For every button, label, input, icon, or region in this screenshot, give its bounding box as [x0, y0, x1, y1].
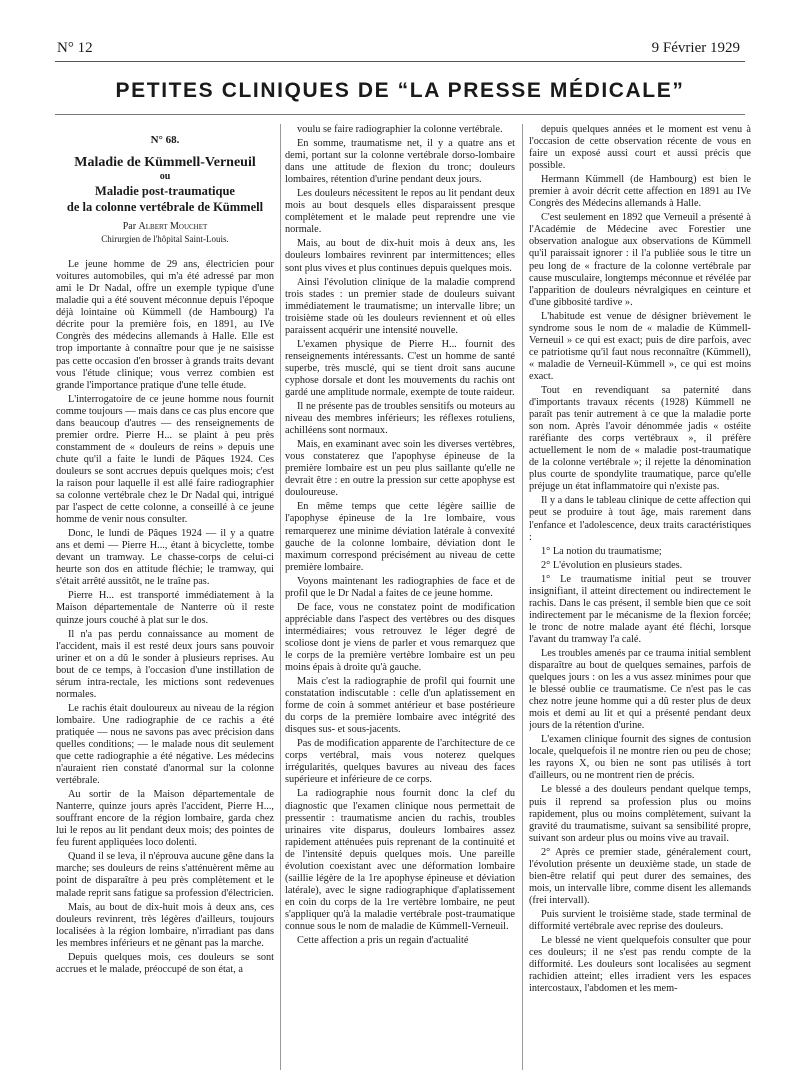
article-subtitle: Maladie post-traumatique	[95, 184, 235, 199]
column-divider	[280, 124, 281, 1070]
column-1-text	[56, 259, 274, 976]
article-number: N° 68.	[150, 134, 180, 146]
paragraph: Voyons maintenant les radiographies de face et de profil que le Dr Nadal a faites de ce jeune homme.	[285, 575, 515, 599]
column-2-text	[285, 124, 515, 947]
paragraph: L'examen physique de Pierre H... fournit des renseignements intéressants. C'est un homme de santé superbe, très musclé, qui se tient droit sans aucune cyphose dorsale et dont les mouvements du rachis ont gardé une amplitude normale, exempte de toute raideur.	[285, 338, 515, 398]
paragraph: La radiographie nous fournit donc la clef du diagnostic que l'examen clinique nous permettait de pressentir : traumatisme ancien du rachis, troubles urinaires vite disparus, douleurs lombaires assez rapidement atténuées puis reprenant de la continuité et de l'intensité depuis quelques mois. Une pareille évolution coexistant avec une déformation lombaire (saillie légère de la 1re apophyse épineuse et déviation latérale), avec le signe radiographique d'aplatissement en coin du corps de la 1re vertèbre lombaire, ne peut s'appliquer qu'à la maladie vertébrale post-traumatique connue sous le nom de maladie de Kümmell-Verneuil.	[285, 788, 515, 932]
paragraph: L'habitude est venue de désigner brièvement le syndrome sous le nom de « maladie de Kümmell-Verneuil » ce qui est exact; puis de dire parfois, avec ce patriotisme qu'il faut nous reconnaître (Kümmell), « maladie de Verneuil-Kümmell », ce qui est moins exact.	[529, 310, 751, 382]
paragraph: Mais, en examinant avec soin les diverses vertèbres, vous constaterez que l'apophyse épineuse de la première lombaire est un peu plus saillante qu'elle ne devrait être : en outre la pression sur cette apophyse est douloureuse.	[285, 439, 515, 499]
paragraph: C'est seulement en 1892 que Verneuil a présenté à l'Académie de Médecine avec Forestier une observation analogue aux observations de Kümmell qu'il paraissait ignorer : il l'a publiée sous le titre un peu long de « fracture de la colonne vertébrale par cause musculaire, longtemps méconnue et révélée par l'apparition de douleurs névralgiques en ceinture et d'une gibbosité tardive ».	[529, 212, 751, 308]
paragraph: Mais c'est la radiographie de profil qui fournit une constatation indiscutable : celle d'un aplatissement en forme de coin à sommet antérieur et base postérieure du corps de la première lombaire avec intégrité des disques sus- et sous-jacents.	[285, 676, 515, 736]
paragraph: depuis quelques années et le moment est venu à l'occasion de cette observation récente de vous en faire un exposé aussi court et aussi précis que possible.	[529, 124, 751, 172]
issue-date: 9 Février 1929	[651, 40, 740, 56]
header-rule	[55, 61, 745, 62]
paragraph: Le rachis était douloureux au niveau de la région lombaire. Une radiographie de ce rachis a été pratiquée — nous ne savons pas avec précision dans quelles conditions; — le malade nous dit seulement que cette radiographie a été négative. Les médecins n'auraient rien constaté d'anormal sur la colonne vertébrale.	[56, 702, 274, 787]
byline	[56, 221, 274, 233]
paragraph: Le blessé a des douleurs pendant quelque temps, puis il reprend sa profession plus ou moins rapidement, plus ou moins complètement, suivant la gravité du traumatisme, suivant sa sensibilité propre, suivant son ardeur plus ou moins vive au travail.	[529, 784, 751, 844]
article-title: Maladie de Kümmell-Verneuil	[74, 155, 256, 171]
paragraph: Les troubles amenés par ce trauma initial semblent disparaître au bout de quelques semaines, parfois de quelques jours : on les a vus assez minimes pour que le blessé oublie ce traumatisme. Ce n'est pas le cas chez notre jeune homme qui a dû rester plus de deux mois et demi au lit et qui a présenté pendant deux jours de la rétention d'urine.	[529, 647, 751, 732]
paragraph: Mais, au bout de dix-huit mois à deux ans, ces douleurs revinrent, très légères d'ailleurs, toujours localisées à la région lombaire, n'irradiant pas dans les membres inférieurs et ne gênant pas la marche.	[56, 901, 274, 949]
paragraph: Donc, le lundi de Pâques 1924 — il y a quatre ans et demi — Pierre H..., étant à bicyclette, tombe devant un tramway. Le chasse-corps de celui-ci heurte son dos en attitude fléchie; le tramway, qui s'était arrêté aussitôt, ne le traîne pas.	[56, 528, 274, 588]
paragraph: Il y a dans le tableau clinique de cette affection qui peut se produire à tout âge, mais rarement dans l'enfance et l'adolescence, deux traits caractéristiques :	[529, 495, 751, 543]
paragraph: De face, vous ne constatez point de modification appréciable dans l'aspect des vertèbres ou des disques intermédiaires; vous retrouvez le léger degré de scoliose dont je viens de parler et vous remarquez que le corps de la première vertèbre lombaire est un peu moins épais à droite qu'à gauche.	[285, 601, 515, 674]
paragraph: 1° La notion du traumatisme;	[541, 545, 662, 557]
article-title-conjunction: ou	[159, 171, 171, 183]
paragraph: Hermann Kümmell (de Hambourg) est bien le premier à avoir décrit cette affection en 1891 au IVe Congrès des Médecins allemands à Halle.	[529, 174, 751, 210]
byline-par: Par	[122, 221, 137, 233]
paragraph: 1° Le traumatisme initial peut se trouver insignifiant, il atteint directement ou indirectement le rachis. Dans le cas présent, il semble bien que ce soit indirectement par le mécanisme de la flexion forcée; le tronc de notre malade ayant été fléchi, lorsque l'avant du tramway l'a calé.	[529, 573, 751, 645]
paragraph: Cette affection a pris un regain d'actualité	[297, 935, 469, 947]
paragraph: Le blessé ne vient quelquefois consulter que pour ces douleurs; il ne s'est pas rendu compte de la difformité. Les douleurs sont localisées au segment rachidien atteint; elles irradient vers les espaces intercostaux, l'abdomen et les mem-	[529, 935, 751, 995]
paragraph: 2° Après ce premier stade, généralement court, l'évolution présente un deuxième stade, un stade de bien-être relatif qui peut durer des semaines, des mois, un intervalle libre, comme disent les allemands (frei intervall).	[529, 846, 751, 906]
section-title: PETITES CLINIQUES DE “LA PRESSE MÉDICALE”	[115, 79, 685, 102]
paragraph: Quand il se leva, il n'éprouva aucune gêne dans la marche; ses douleurs de reins s'atténuèrent même au point de disparaître à peu près complètement et le malade reprit sans fatigue sa profession d'électricien.	[56, 851, 274, 899]
paragraph: Mais, au bout de dix-huit mois à deux ans, les douleurs lombaires revinrent par intermittences; elles sont plus vives et plus continues depuis quelques mois.	[285, 238, 515, 274]
author-affiliation: Chirurgien de l'hôpital Saint-Louis.	[101, 234, 229, 245]
paragraph: L'interrogatoire de ce jeune homme nous fournit comme toujours — mais dans ce cas plus encore que dans beaucoup d'autres — des renseignements de premier ordre. Pierre H... se plaint à peu près constamment de « douleurs de reins » depuis une chute qu'il a faite le lundi de Pâques 1924. Ces douleurs se sont accrues depuis quelques mois; c'est la raison pour laquelle il est allé faire radiographier sa colonne vertébrale chez le Dr Nadal qui, intrigué par l'aspect de cette colonne, a conseillé à ce jeune homme de venir nous consulter.	[56, 393, 274, 526]
paragraph: 2° L'évolution en plusieurs stades.	[541, 559, 683, 571]
column-1	[56, 124, 274, 1070]
paragraph: Tout en revendiquant sa paternité dans d'importants travaux récents (1928) Kümmell ne paraît pas tenir autrement à ce que la maladie porte son nom. Après l'avoir dénommée jadis « ostéite raréfiante des corps vertébraux », il préfère actuellement le nom de « maladie post-traumatique de la colonne vertébrale »; il rejette la dénomination plus courte de spondylite traumatique, parce qu'elle préjuge un état inflammatoire qui n'existe pas.	[529, 384, 751, 493]
paragraph: Il ne présente pas de troubles sensitifs ou moteurs au niveau des membres inférieurs; les réflexes rotuliens, achilléens sont normaux.	[285, 401, 515, 437]
column-2	[285, 124, 515, 1070]
issue-number: N° 12	[57, 40, 93, 56]
author-name: Albert Mouchet	[138, 221, 208, 233]
paragraph: Ainsi l'évolution clinique de la maladie comprend trois stades : un premier stade de douleurs suivant immédiatement le traumatisme; un intervalle libre; un troisième stade où les douleurs reviennent et où elles paraissent acquérir une intensité nouvelle.	[285, 276, 515, 336]
paragraph: Puis survient le troisième stade, stade terminal de difformité vertébrale avec reprise des douleurs.	[529, 908, 751, 932]
article-subtitle: de la colonne vertébrale de Kümmell	[66, 200, 264, 215]
title-rule	[55, 114, 745, 115]
paragraph: Les douleurs nécessitent le repos au lit pendant deux mois au bout desquels elles disparaissent presque complètement et le malade peut reprendre une vie normale.	[285, 188, 515, 236]
paragraph: L'examen clinique fournit des signes de contusion locale, quelquefois il ne montre rien ou peu de chose; les rayons X, ou bien ne sont pas utilisés à tort d'ailleurs, ou ne montrent rien de précis.	[529, 734, 751, 782]
column-3	[529, 124, 751, 1070]
column-3-text	[529, 124, 751, 995]
paragraph: Depuis quelques mois, ces douleurs se sont accrues et le malade, préoccupé de son état, a	[56, 951, 274, 975]
paragraph: Pierre H... est transporté immédiatement à la Maison départementale de Nanterre où il reste quinze jours couché à plat sur le dos.	[56, 590, 274, 626]
paragraph: Au sortir de la Maison départementale de Nanterre, quinze jours après l'accident, Pierre H..., souffrant encore de la région lombaire, garda chez lui le repos au lit pendant deux mois; des pointes de feu furent appliquées loco dolenti.	[56, 789, 274, 849]
paragraph: En même temps que cette légère saillie de l'apophyse épineuse de la 1re lombaire, vous remarquerez une minime déviation latérale à convexité gauche de la colonne lombaire, déviation dont le maximum correspond précisément au niveau de cette première lombaire.	[285, 501, 515, 573]
paragraph: Il n'a pas perdu connaissance au moment de l'accident, mais il est resté deux jours sans pouvoir uriner et on a dû le sonder à plusieurs reprises. Au bout de ce temps, à l'occasion d'une instillation de sérum intra-rectale, les mictions sont redevenues normales.	[56, 628, 274, 700]
column-divider	[522, 124, 523, 1070]
paragraph: En somme, traumatisme net, il y a quatre ans et demi, portant sur la colonne vertébrale dorso-lombaire dans une attitude de flexion du tronc; douleurs lombaires, rétention d'urine pendant deux jours.	[285, 138, 515, 186]
paragraph: Pas de modification apparente de l'architecture de ce corps vertébral, mais vous noterez quelques irrégularités, quelques bavures au niveau des faces supérieure et inférieure de ce corps.	[285, 738, 515, 786]
paragraph: Le jeune homme de 29 ans, électricien pour voitures automobiles, qui m'a été adressé par mon ami le Dr Nadal, offre un exemple typique d'une maladie qui a été souvent méconnue depuis l'époque déjà lointaine où Kümmell (de Hambourg) l'a décrite pour la première fois, en 1891, au IVe Congrès des médecins allemands à Halle. Elle est trop importante à connaître pour que je ne saisisse pas cette occasion d'en brosser à grands traits devant vous l'étude clinique; vous verrez combien est grande l'importance pratique d'une telle étude.	[56, 259, 274, 391]
paragraph: voulu se faire radiographier la colonne vertébrale.	[297, 124, 503, 135]
